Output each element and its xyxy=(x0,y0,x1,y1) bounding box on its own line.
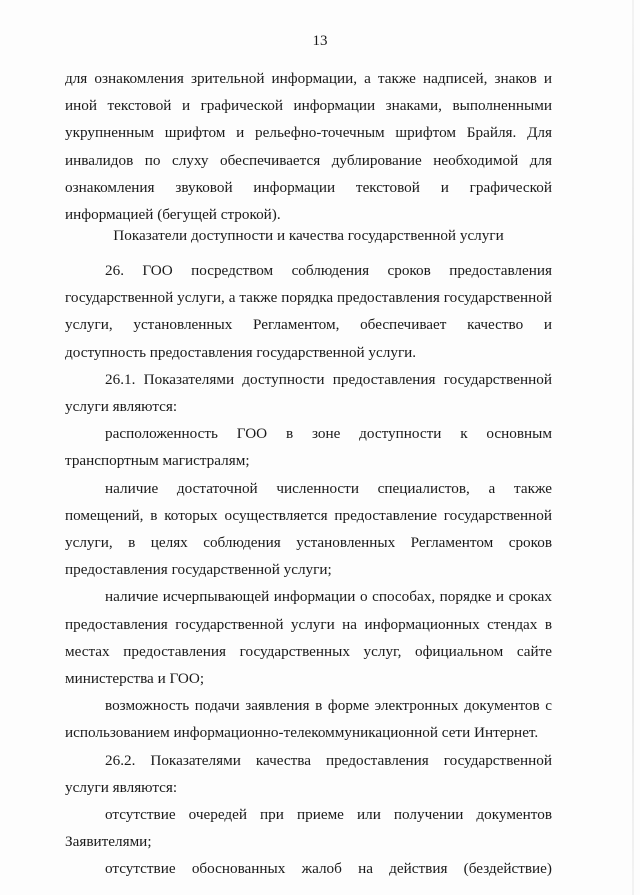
top-paragraph-block xyxy=(65,65,552,228)
section-heading: Показатели доступности и качества государственной услуги xyxy=(113,227,504,244)
paragraph-information: наличие исчерпывающей информации о способах, порядке и сроках предоставления государственной услуги на информационных стендах в местах предоставления государственных услуг, официальном сайте министерства и ГОО; xyxy=(65,588,552,688)
scan-edge-shadow xyxy=(632,0,634,895)
paragraph-no-complaints: отсутствие обоснованных жалоб на действия (бездействие) xyxy=(105,860,552,878)
paragraph-26: 26. ГОО посредством соблюдения сроков предоставления государственной услуги, а также порядка предоставления государственной услуги, установленных Регламентом, обеспечивает качество и доступность предоставления государственной услуги. xyxy=(65,262,552,361)
page-number: 13 xyxy=(312,33,328,49)
paragraph-26-2: 26.2. Показателями качества предоставления государственной услуги являются: xyxy=(65,751,552,796)
paragraph-26-1: 26.1. Показателями доступности предоставления государственной услуги являются: xyxy=(65,370,552,416)
paragraph-electronic-submission: возможность подачи заявления в форме электронных документов с использованием информационно-телекоммуникационной сети Интернет. xyxy=(65,697,552,742)
body-text-block xyxy=(65,257,552,883)
paragraph-staff: наличие достаточной численности специалистов, а также помещений, в которых осуществляется предоставление государственной услуги, в целях соблюдения установленных Регламентом сроков предоставления государственной услуги; xyxy=(65,479,552,579)
top-paragraph: для ознакомления зрительной информации, а также надписей, знаков и иной текстовой и графической информации знаками, выполненными укрупненным шрифтом и рельефно-точечным шрифтом Брайля. Для инвалидов по слуху обеспечивается дублирование необходимой для ознакомления звуковой информации текстовой и графической информацией (бегущей строкой). xyxy=(65,70,552,224)
paragraph-location: расположенность ГОО в зоне доступности к основным транспортным магистралям; xyxy=(65,425,552,470)
paragraph-no-queues: отсутствие очередей при приеме или получении документов Заявителями; xyxy=(65,806,552,851)
